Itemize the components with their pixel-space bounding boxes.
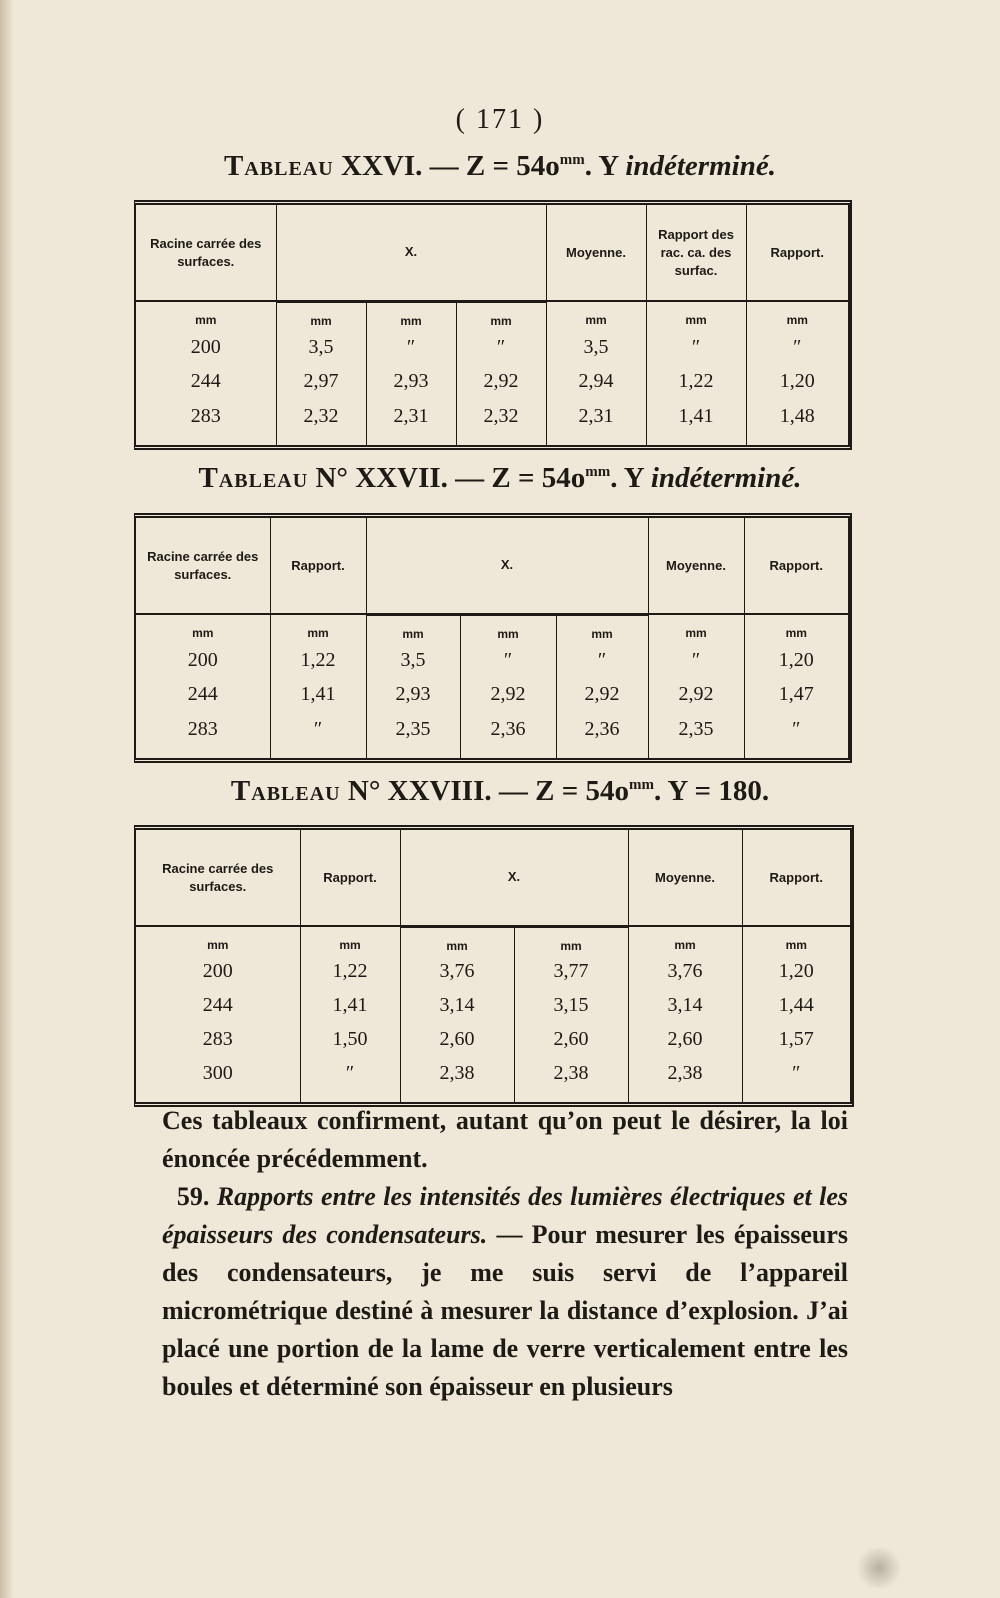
unit-cell: mm [456, 301, 546, 331]
caption-equation: — Z = 54o [429, 150, 560, 182]
header-cell: Rapport. [270, 518, 366, 614]
table-cell: 1,50 [300, 1023, 400, 1057]
caption-equation: — Z = 54o [455, 462, 586, 494]
table-cell: 1,44 [742, 989, 850, 1023]
table-26 [134, 200, 852, 450]
table-28 [134, 825, 854, 1107]
table-row [136, 713, 848, 758]
table-cell: 1,47 [744, 678, 848, 713]
table-cell: ″ [270, 713, 366, 758]
table-cell: 3,14 [628, 989, 742, 1023]
table-cell: 2,60 [514, 1023, 628, 1057]
header-cell: Rapport. [744, 518, 848, 614]
table-cell: 1,41 [646, 400, 746, 445]
header-cell: X. [276, 205, 546, 301]
unit-cell: mm [556, 614, 648, 644]
caption-period: . [653, 775, 662, 807]
caption-y-label: Y [598, 150, 619, 182]
caption-prefix: Tableau [230, 775, 341, 807]
table-cell: 1,41 [300, 989, 400, 1023]
table-cell: 2,35 [648, 713, 744, 758]
table-cell: 2,93 [366, 365, 456, 400]
caption-y-value: indéterminé. [625, 150, 776, 182]
unit-cell: mm [514, 926, 628, 955]
caption-prefix: Tableau [198, 462, 309, 494]
table-cell: 300 [202, 1062, 233, 1085]
caption-y-value: 180. [718, 775, 770, 807]
table-cell: 200 [202, 960, 233, 983]
table-cell: 3,15 [514, 989, 628, 1023]
table-cell: ″ [742, 1057, 850, 1102]
caption-unit: mm [628, 777, 654, 793]
table-cell: 1,22 [270, 644, 366, 679]
table-cell: 2,31 [366, 400, 456, 445]
caption-unit: mm [559, 152, 585, 168]
table-cell: 2,60 [628, 1023, 742, 1057]
table-cell: ″ [300, 1057, 400, 1102]
table-cell: 2,60 [400, 1023, 514, 1057]
table-cell: 3,14 [400, 989, 514, 1023]
table-cell: 1,22 [300, 955, 400, 989]
table-cell: 2,38 [400, 1057, 514, 1102]
unit-cell: mm [300, 926, 400, 955]
table-cell: ″ [366, 331, 456, 366]
table-cell: 2,32 [276, 400, 366, 445]
table-row [136, 400, 848, 445]
caption-y-label: Y = [667, 775, 712, 807]
section-title: Rapports entre les intensités des lumières électriques et les épaisseurs des condensateurs. [162, 1182, 849, 1249]
unit-cell: mm [366, 301, 456, 331]
unit-cell: mm [276, 301, 366, 331]
table-cell: ″ [744, 713, 848, 758]
table-cell: 1,22 [646, 365, 746, 400]
header-cell: Moyenne. [546, 205, 646, 301]
table-cell: 3,77 [514, 955, 628, 989]
caption-prefix: Tableau [224, 150, 334, 182]
table-cell: 244 [202, 994, 233, 1017]
table-caption-28 [0, 775, 1000, 808]
table-cell: 1,20 [746, 365, 848, 400]
unit-cell: mm [460, 614, 556, 644]
table-cell: ″ [456, 331, 546, 366]
table-cell: 2,38 [514, 1057, 628, 1102]
table-cell: 283 [202, 1028, 233, 1051]
unit-cell: mm [546, 301, 646, 331]
header-cell: Rapport. [300, 830, 400, 926]
table-row [136, 1023, 850, 1057]
header-cell: Racine carrée des surfaces. [136, 205, 276, 301]
table-cell: ″ [460, 644, 556, 679]
header-cell: Racine carrée des surfaces. [136, 518, 270, 614]
unit-cell: mm [400, 926, 514, 955]
table-row [136, 1057, 850, 1102]
table-cell: 200 [187, 648, 218, 671]
header-cell: Rapport. [746, 205, 848, 301]
table-cell: 2,32 [456, 400, 546, 445]
caption-equation: — Z = 54o [498, 775, 629, 807]
caption-number: N° XXVIII. [347, 775, 492, 807]
table-row [136, 365, 848, 400]
table-cell: 3,5 [546, 331, 646, 366]
table-cell: 2,35 [366, 713, 460, 758]
unit-cell: mm [270, 614, 366, 644]
section-number: 59. [176, 1182, 210, 1211]
table-cell: 1,20 [742, 955, 850, 989]
header-cell: Racine carrée des surfaces. [136, 830, 300, 926]
table-cell: 1,48 [746, 400, 848, 445]
header-cell: X. [400, 830, 628, 926]
table-cell: 283 [190, 404, 221, 427]
table-row [136, 989, 850, 1023]
table-cell: ″ [648, 644, 744, 679]
table-cell: 283 [187, 717, 218, 740]
table-caption-26 [0, 150, 1000, 183]
caption-unit: mm [585, 464, 611, 480]
section-body: Pour mesurer les épaisseurs des condensateurs, je me suis servi de l’appareil micrométrique destiné à mesurer la distance d’explosion. J’ai placé une portion de la lame de verre verticalement entre les boules et déterminé son épaisseur en plusieurs [162, 1220, 848, 1401]
table-27 [134, 513, 852, 763]
header-cell: Rapport des rac. ca. des surfac. [646, 205, 746, 301]
table-cell: 2,36 [556, 713, 648, 758]
unit-cell: mm [746, 301, 848, 331]
table-cell: ″ [556, 644, 648, 679]
table-cell: 1,41 [270, 678, 366, 713]
header-cell: Rapport. [742, 830, 850, 926]
table-cell: 2,36 [460, 713, 556, 758]
unit-cell: mm [366, 614, 460, 644]
unit-cell: mm [742, 926, 850, 955]
unit-cell: mm [744, 614, 848, 644]
section-dash: — [487, 1220, 532, 1249]
table-cell: 2,92 [460, 678, 556, 713]
header-cell: Moyenne. [648, 518, 744, 614]
table-cell: 244 [187, 683, 218, 706]
table-cell: 1,57 [742, 1023, 850, 1057]
caption-y-value: indéterminé. [650, 462, 802, 494]
table-cell: 2,92 [648, 678, 744, 713]
table-cell: 2,93 [366, 678, 460, 713]
table-row [136, 644, 848, 679]
table-cell: 200 [190, 335, 221, 358]
caption-number: N° XXVII. [315, 462, 448, 494]
table-cell: 3,5 [276, 331, 366, 366]
table-cell: 244 [190, 370, 221, 393]
caption-y-label: Y [623, 462, 644, 494]
header-cell: Moyenne. [628, 830, 742, 926]
table-cell: 3,5 [366, 644, 460, 679]
page-number: ( 171 ) [455, 104, 545, 135]
table-cell: 2,97 [276, 365, 366, 400]
table-cell: 2,94 [546, 365, 646, 400]
header-cell: X. [366, 518, 648, 614]
table-row [136, 678, 848, 713]
table-cell: 1,20 [744, 644, 848, 679]
unit-cell: mm [207, 938, 229, 952]
table-cell: 2,92 [556, 678, 648, 713]
caption-period: . [584, 150, 592, 182]
unit-cell: mm [628, 926, 742, 955]
table-cell: 2,92 [456, 365, 546, 400]
table-cell: 2,31 [546, 400, 646, 445]
unit-cell: mm [646, 301, 746, 331]
table-caption-27 [0, 462, 1000, 495]
table-row [136, 955, 850, 989]
table-cell: 2,38 [628, 1057, 742, 1102]
unit-cell: mm [648, 614, 744, 644]
unit-cell: mm [195, 313, 217, 327]
table-cell: ″ [646, 331, 746, 366]
paragraph-conclusion: Ces tableaux confirment, autant qu’on peut le désirer, la loi énoncée précédemment. [162, 1106, 848, 1173]
unit-cell: mm [192, 626, 214, 640]
paper-stain [854, 1548, 904, 1588]
caption-period: . [610, 462, 618, 494]
caption-number: XXVI. [341, 150, 423, 182]
table-cell: 3,76 [628, 955, 742, 989]
table-cell: 3,76 [400, 955, 514, 989]
paragraph-section-59 [162, 1178, 848, 1406]
body-text [162, 1102, 848, 1406]
table-row [136, 331, 848, 366]
table-cell: ″ [746, 331, 848, 366]
